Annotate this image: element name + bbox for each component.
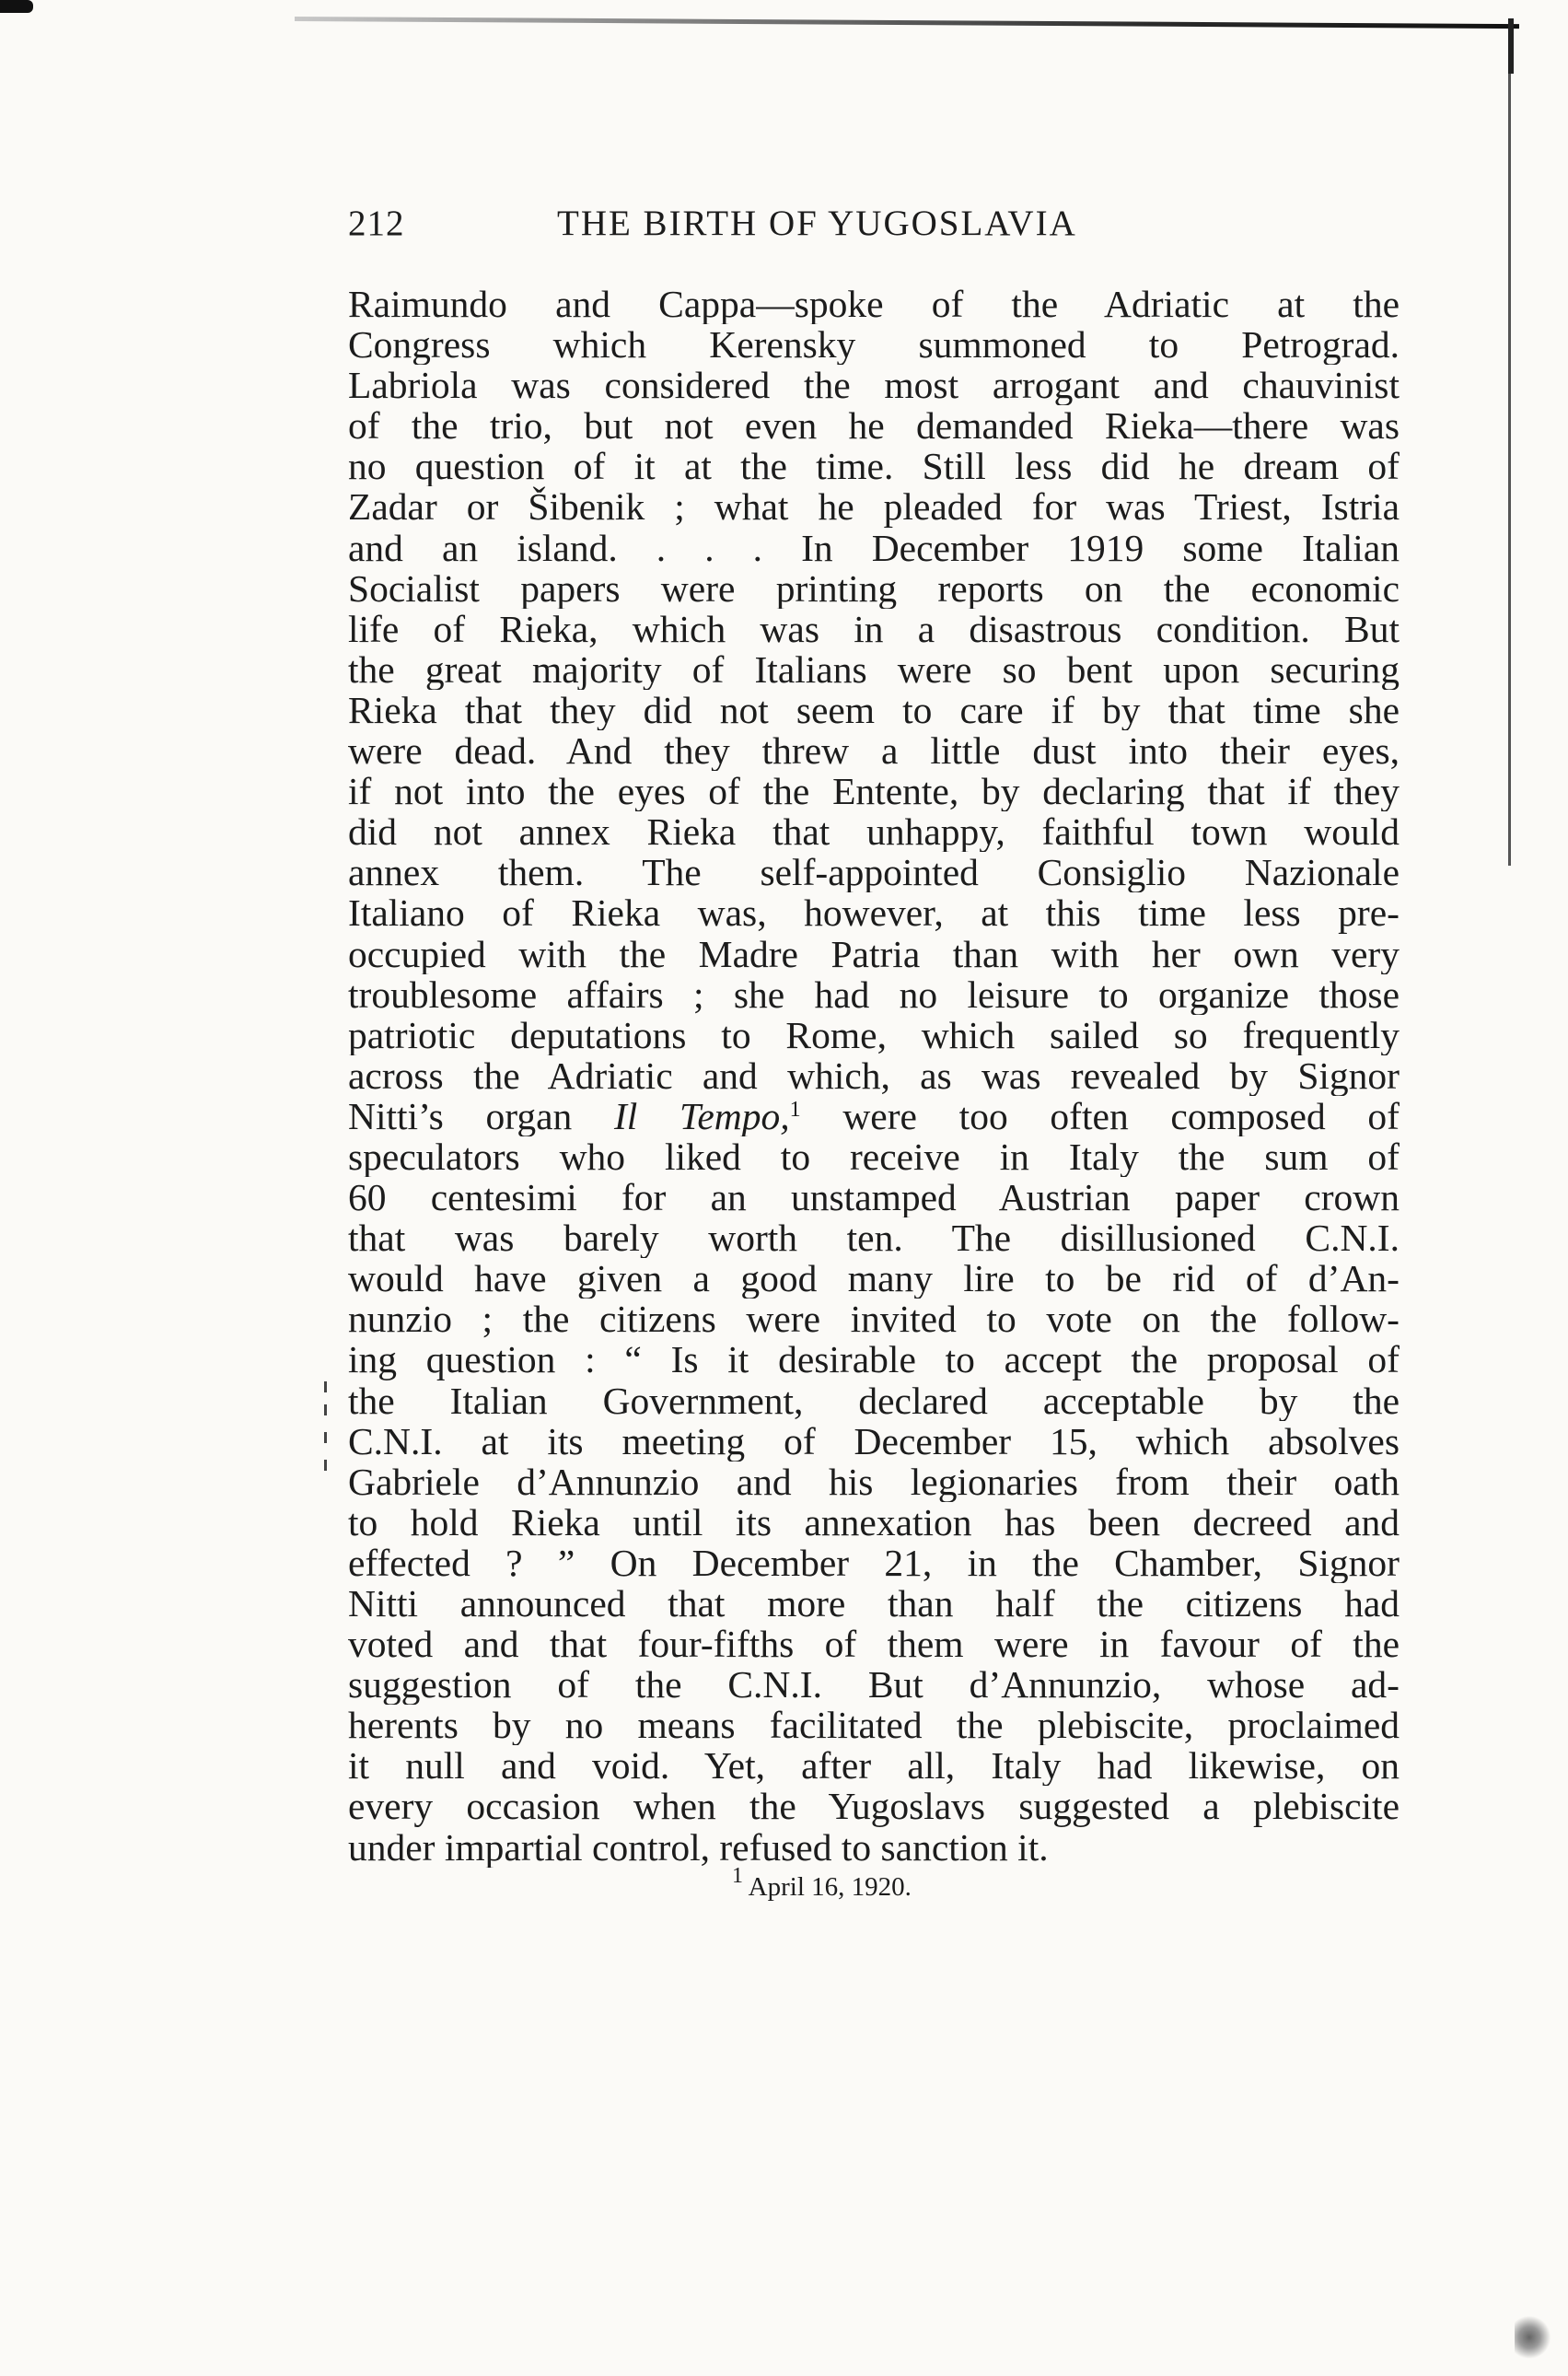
scan-top-edge — [295, 17, 1519, 29]
text-line: voted and that four-fifths of them were in favour of the — [348, 1624, 1400, 1665]
text-line: if not into the eyes of the Entente, by declaring that if they — [348, 771, 1400, 812]
text-line: that was barely worth ten. The disillusioned C.N.I. — [348, 1217, 1400, 1259]
scan-right-edge — [1508, 74, 1511, 866]
footnote-reference[interactable]: 1 — [789, 1097, 801, 1122]
text-line: the Italian Government, declared acceptable by the — [348, 1380, 1400, 1421]
text-line: C.N.I. at its meeting of December 15, which absolves — [348, 1420, 1400, 1462]
text-line: of the trio, but not even he demanded Rieka—there was — [348, 405, 1400, 447]
scan-corner-mark — [0, 0, 33, 13]
text-line: Gabriele d’Annunzio and his legionaries from their oath — [348, 1461, 1400, 1502]
text-line-tempo — [348, 1096, 1400, 1136]
text-line: and an island. . . . In December 1919 some Italian — [348, 527, 1400, 568]
text-line: herents by no means facilitated the plebiscite, proclaimed — [348, 1705, 1400, 1746]
text-line: 60 centesimi for an unstamped Austrian paper crown — [348, 1177, 1400, 1218]
text-line: no question of it at the time. Still less did he dream of — [348, 446, 1400, 487]
margin-mark — [324, 1460, 327, 1471]
text-line: Rieka that they did not seem to care if by that time she — [348, 689, 1400, 731]
text-line: the great majority of Italians were so bent upon securing — [348, 648, 1400, 690]
margin-mark — [324, 1432, 327, 1443]
text-line: Italiano of Rieka was, however, at this time less pre- — [348, 892, 1400, 934]
margin-mark — [324, 1404, 327, 1415]
text-line: would have given a good many lire to be rid of d’An- — [348, 1258, 1400, 1299]
footnote — [732, 1864, 912, 1903]
margin-mark — [324, 1381, 327, 1392]
body-text — [348, 284, 1400, 1868]
text-line: Zadar or Šibenik ; what he pleaded for was Triest, Istria — [348, 486, 1400, 528]
text-line: it null and void. Yet, after all, Italy had likewise, on — [348, 1745, 1400, 1787]
page-number: 212 — [348, 204, 405, 243]
text-line: speculators who liked to receive in Italy the sum of — [348, 1136, 1400, 1178]
running-title: THE BIRTH OF YUGOSLAVIA — [557, 204, 1077, 243]
text-line: across the Adriatic and which, as was revealed by Signor — [348, 1054, 1400, 1096]
text-line: Socialist papers were printing reports on the economic — [348, 567, 1400, 609]
text-line: did not annex Rieka that unhappy, faithful town would — [348, 811, 1400, 853]
text-line: patriotic deputations to Rome, which sailed so frequently — [348, 1014, 1400, 1055]
running-header — [348, 203, 1407, 258]
text-fragment: were too often composed of — [800, 1095, 1400, 1136]
text-line: to hold Rieka until its annexation has been decreed and — [348, 1501, 1400, 1543]
text-line: troublesome affairs ; she had no leisure to organize those — [348, 973, 1400, 1015]
scan-corner-smudge — [1515, 2316, 1551, 2359]
text-line: Nitti announced that more than half the citizens had — [348, 1583, 1400, 1625]
text-line: Labriola was considered the most arrogant and chauvinist — [348, 365, 1400, 406]
text-line: every occasion when the Yugoslavs suggested a plebiscite — [348, 1786, 1400, 1827]
text-line: ing question : “ Is it desirable to accept the proposal of — [348, 1339, 1400, 1380]
newspaper-title: Il Tempo, — [613, 1095, 790, 1136]
text-line: were dead. And they threw a little dust into their eyes, — [348, 730, 1400, 772]
text-line: annex them. The self-appointed Consiglio Nazionale — [348, 852, 1400, 893]
text-line-last: under impartial control, refused to sanction it. — [348, 1826, 1049, 1868]
text-fragment: Nitti’s organ — [348, 1095, 614, 1136]
scan-top-right-edge — [1508, 18, 1514, 74]
footnote-text: April 16, 1920. — [748, 1872, 912, 1902]
text-line: occupied with the Madre Patria than with her own very — [348, 933, 1400, 974]
text-line: suggestion of the C.N.I. But d’Annunzio, whose ad- — [348, 1664, 1400, 1706]
text-line: Raimundo and Cappa—spoke of the Adriatic at the — [348, 284, 1400, 325]
text-line: life of Rieka, which was in a disastrous condition. But — [348, 608, 1400, 649]
text-line: nunzio ; the citizens were invited to vote on the follow- — [348, 1299, 1400, 1340]
footnote-marker: 1 — [732, 1864, 743, 1888]
text-line: effected ? ” On December 21, in the Chamber, Signor — [348, 1542, 1400, 1583]
text-line: Congress which Kerensky summoned to Petrograd. — [348, 324, 1400, 366]
